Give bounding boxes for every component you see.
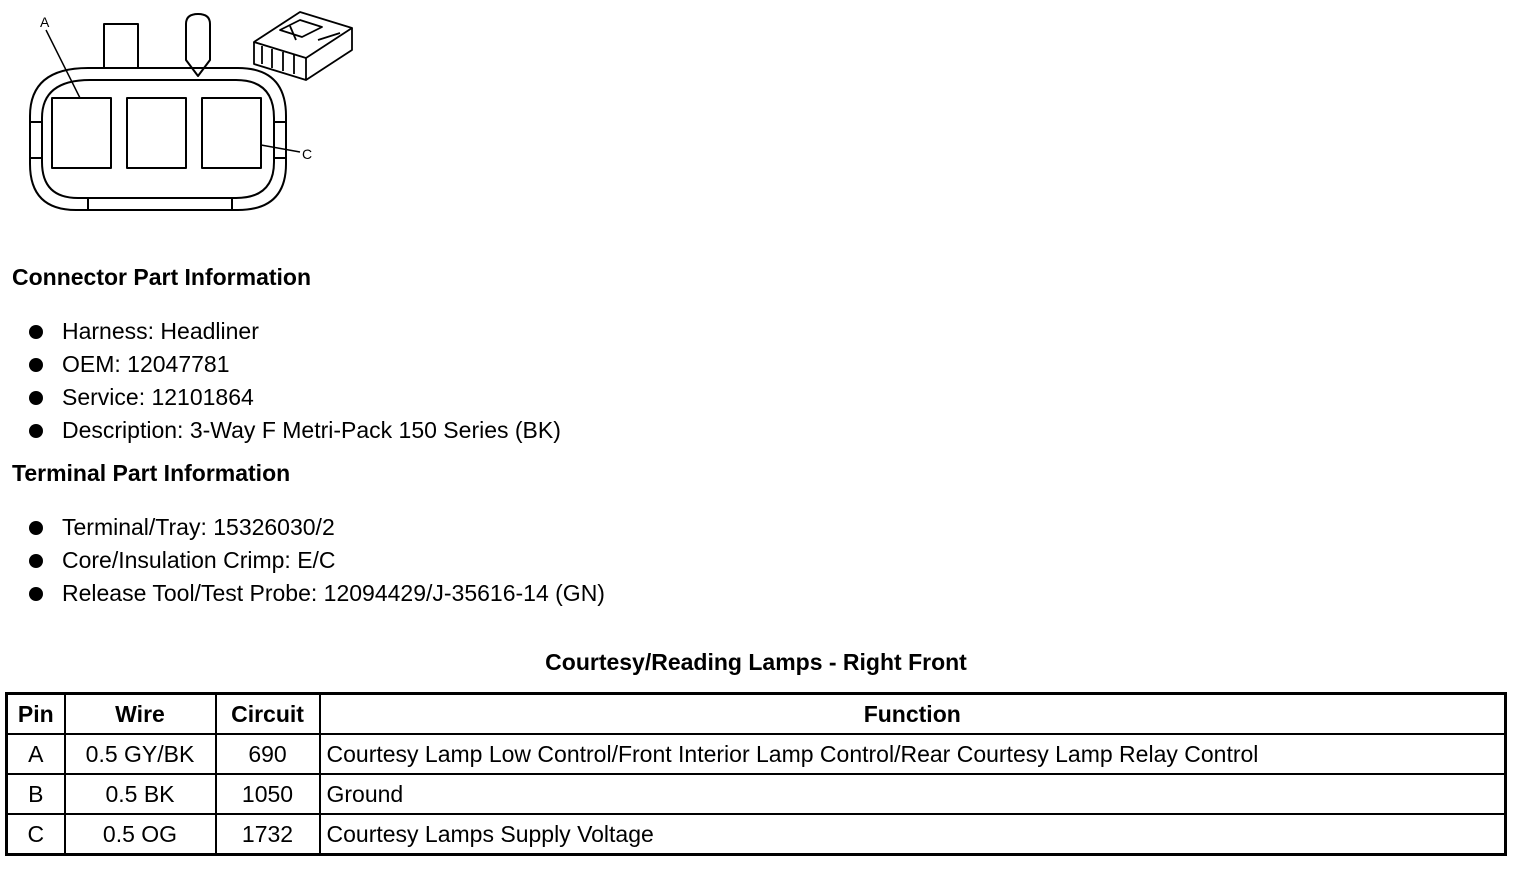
polarization-key [186, 14, 210, 76]
bullet-icon [29, 587, 43, 601]
cell-wire: 0.5 GY/BK [65, 734, 216, 774]
cavity-a [52, 98, 111, 168]
cell-function: Ground [320, 774, 1506, 814]
latch-tab [104, 24, 138, 68]
cell-circuit: 1732 [216, 814, 320, 855]
bullet-icon [29, 521, 43, 535]
header-function: Function [320, 694, 1506, 735]
oem-text: OEM: 12047781 [62, 351, 230, 377]
bullet-icon [29, 325, 43, 339]
table-row [7, 814, 1506, 855]
connector-face-diagram [0, 0, 380, 230]
harness-text: Harness: Headliner [62, 318, 259, 344]
header-wire: Wire [65, 694, 216, 735]
cavity-b [127, 98, 186, 168]
cell-pin: A [7, 734, 65, 774]
pin-table-title: Courtesy/Reading Lamps - Right Front [545, 649, 967, 675]
cell-wire: 0.5 BK [65, 774, 216, 814]
connector-part-info-heading: Connector Part Information [12, 264, 312, 290]
cavity-c [202, 98, 261, 168]
header-pin: Pin [7, 694, 65, 735]
connector-housing-outline [30, 68, 286, 210]
terminal-part-info-heading: Terminal Part Information [12, 460, 291, 486]
bullet-icon [29, 358, 43, 372]
callout-a-label: A [40, 14, 50, 30]
connector-iso-view [254, 12, 352, 80]
cell-function: Courtesy Lamps Supply Voltage [320, 814, 1506, 855]
header-circuit: Circuit [216, 694, 320, 735]
cell-circuit: 1050 [216, 774, 320, 814]
bullet-icon [29, 554, 43, 568]
terminal-tray-text: Terminal/Tray: 15326030/2 [62, 514, 335, 540]
bullet-icon [29, 391, 43, 405]
callout-c-leader [261, 145, 300, 152]
bullet-icon [29, 424, 43, 438]
cell-circuit: 690 [216, 734, 320, 774]
callout-c-label: C [302, 146, 313, 162]
pin-table [5, 692, 1507, 856]
table-row [7, 774, 1506, 814]
crimp-text: Core/Insulation Crimp: E/C [62, 547, 336, 573]
table-row [7, 734, 1506, 774]
cell-function: Courtesy Lamp Low Control/Front Interior Lamp Control/Rear Courtesy Lamp Relay Control [320, 734, 1506, 774]
cell-pin: B [7, 774, 65, 814]
release-tool-text: Release Tool/Test Probe: 12094429/J-35616-14 (GN) [62, 580, 605, 606]
callout-a-leader [46, 30, 80, 98]
description-text: Description: 3-Way F Metri-Pack 150 Series (BK) [62, 417, 561, 443]
cell-pin: C [7, 814, 65, 855]
service-text: Service: 12101864 [62, 384, 254, 410]
table-header-row [7, 694, 1506, 735]
cell-wire: 0.5 OG [65, 814, 216, 855]
